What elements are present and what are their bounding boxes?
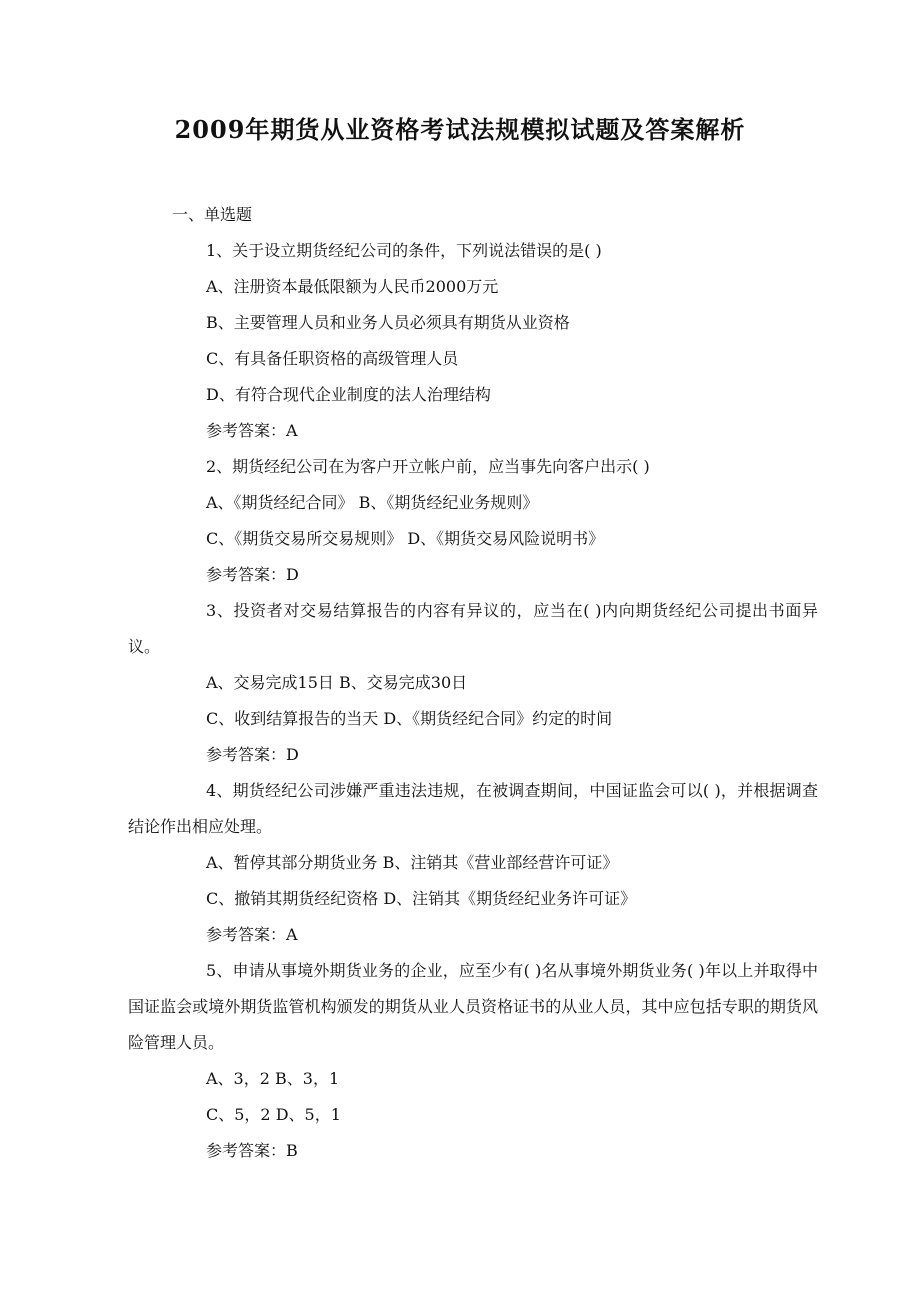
question-answer: 参考答案：A xyxy=(206,925,298,944)
question-option: C、《期货交易所交易规则》 D、《期货交易风险说明书》 xyxy=(206,529,605,548)
question-option: C、撤销其期货经纪资格 D、注销其《期货经纪业务许可证》 xyxy=(206,889,637,908)
question-option: B、主要管理人员和业务人员必须具有期货从业资格 xyxy=(206,313,570,332)
question-option: C、有具备任职资格的高级管理人员 xyxy=(206,349,459,368)
question-stem: 3、投资者对交易结算报告的内容有异议的，应当在( )内向期货经纪公司提出书面异议。 xyxy=(128,601,818,656)
section-heading: 一、单选题 xyxy=(172,205,253,224)
question-answer: 参考答案：A xyxy=(206,421,298,440)
question-answer: 参考答案：D xyxy=(206,745,299,764)
question-option: A、3，2 B、3，1 xyxy=(206,1069,340,1088)
question-stem: 4、期货经纪公司涉嫌严重违法违规，在被调查期间，中国证监会可以( )，并根据调查结论作出相应处理。 xyxy=(128,781,818,836)
question-stem: 1、关于设立期货经纪公司的条件，下列说法错误的是( ) xyxy=(206,241,602,260)
question-option: C、5，2 D、5，1 xyxy=(206,1105,341,1124)
question-option: A、注册资本最低限额为人民币2000万元 xyxy=(206,277,499,296)
question-stem: 2、期货经纪公司在为客户开立帐户前，应当事先向客户出示( ) xyxy=(206,457,650,476)
question-stem: 5、申请从事境外期货业务的企业，应至少有( )名从事境外期货业务( )年以上并取得中国证监会或境外期货监管机构颁发的期货从业人员资格证书的从业人员，其中应包括专职的期货风险管理人员。 xyxy=(128,961,818,1052)
document-title: 2009年期货从业资格考试法规模拟试题及答案解析 xyxy=(174,115,746,144)
question-option: A、交易完成15日 B、交易完成30日 xyxy=(206,673,468,692)
question-option: C、收到结算报告的当天 D、《期货经纪合同》约定的时间 xyxy=(206,709,613,728)
question-option: D、有符合现代企业制度的法人治理结构 xyxy=(206,385,491,404)
document-body xyxy=(128,197,818,1169)
question-option: A、《期货经纪合同》 B、《期货经纪业务规则》 xyxy=(206,493,539,512)
question-answer: 参考答案：B xyxy=(206,1141,298,1160)
question-answer: 参考答案：D xyxy=(206,565,299,584)
question-option: A、暂停其部分期货业务 B、注销其《营业部经营许可证》 xyxy=(206,853,619,872)
